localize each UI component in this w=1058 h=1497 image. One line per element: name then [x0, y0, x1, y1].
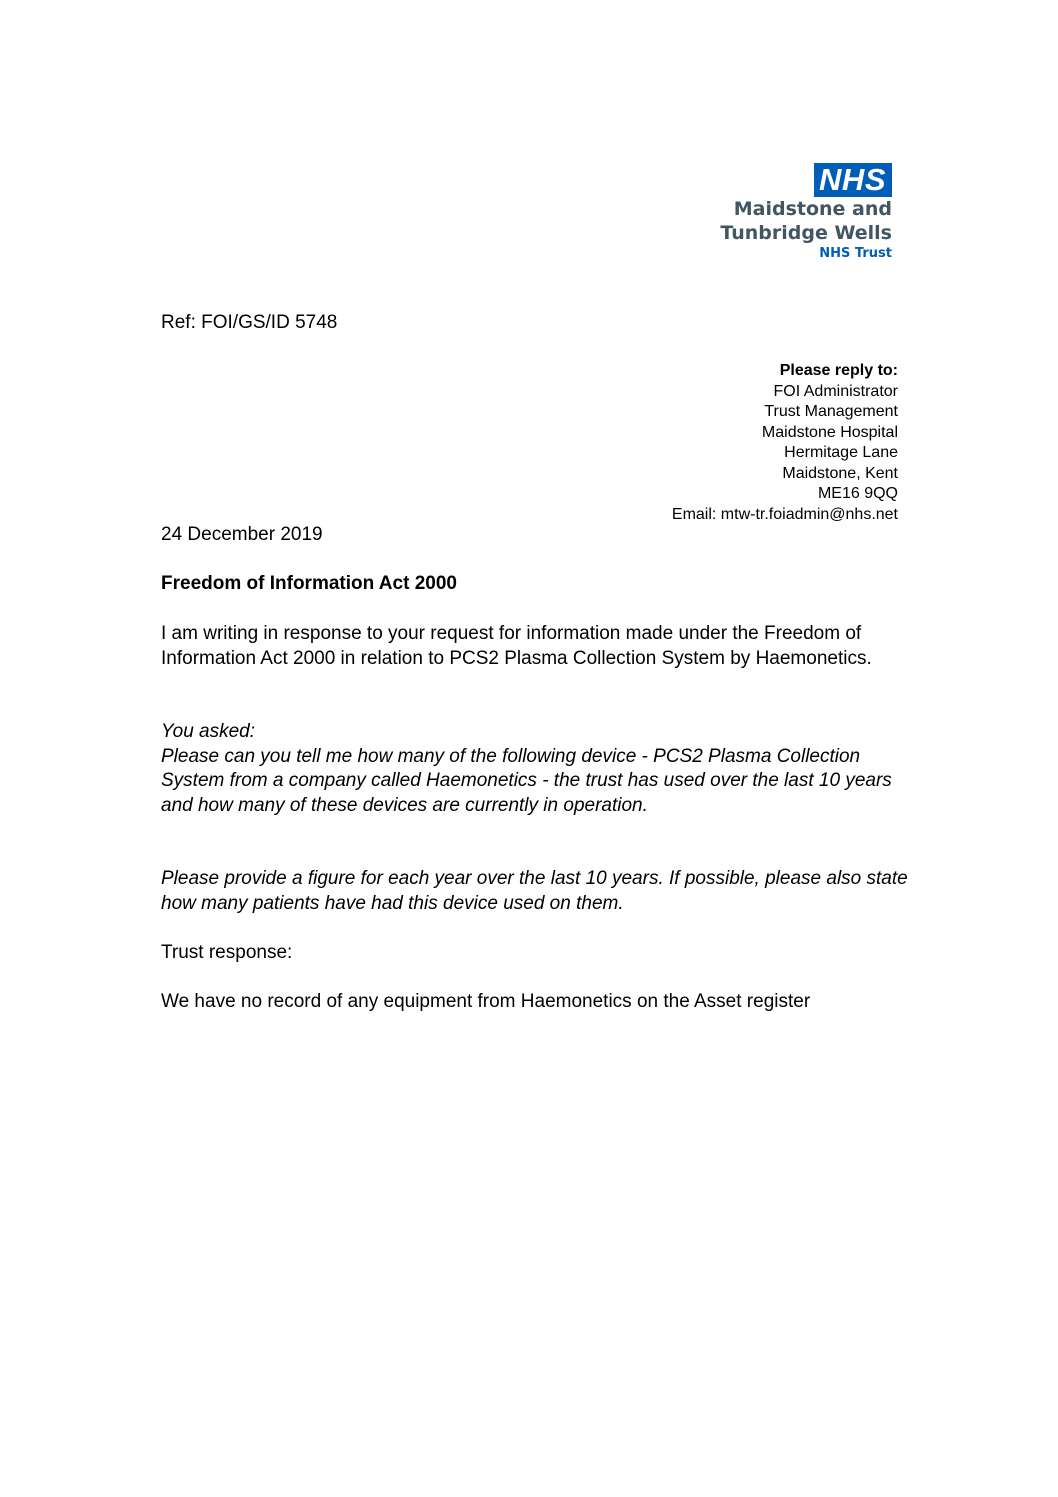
reply-to-line: Maidstone, Kent: [782, 464, 898, 482]
intro-paragraph: I am writing in response to your request for information made under the Freedom of Information Act 2000 in relation to PCS2 Plasma Collection System by Haemonetics.: [161, 623, 872, 669]
reply-to-line: Trust Management: [764, 403, 898, 420]
reference-number: Ref: FOI/GS/ID 5748: [161, 312, 338, 333]
trust-response-heading: Trust response:: [161, 942, 293, 963]
reply-to-line: Hermitage Lane: [784, 444, 898, 461]
provide-paragraph: Please provide a figure for each year over the last 10 years. If possible, please also state how many patients have had this device used on them.: [161, 868, 908, 914]
asked-heading: You asked:: [161, 721, 256, 742]
reply-to-line: FOI Administrator: [773, 382, 898, 400]
trust-response-text: We have no record of any equipment from Haemonetics on the Asset register: [161, 991, 811, 1012]
reply-to-address: [672, 361, 898, 525]
reply-to-heading: Please reply to:: [779, 362, 898, 379]
reply-to-line: Maidstone Hospital: [761, 423, 898, 441]
request-section: [161, 720, 921, 818]
letter-date: 24 December 2019: [161, 524, 323, 545]
nhs-trust-logo: [692, 163, 892, 263]
org-name-line2: Tunbridge Wells: [720, 222, 892, 244]
act-title: Freedom of Information Act 2000: [161, 573, 457, 594]
asked-text: Please can you tell me how many of the following device - PCS2 Plasma Collection System from a company called Haemonetics - the trust has used over the last 10 years and how many of these devices are currently in operation.: [161, 745, 892, 816]
reply-to-email: Email: mtw-tr.foiadmin@nhs.net: [671, 505, 898, 523]
org-name-line1: Maidstone and: [733, 198, 892, 220]
nhs-badge: NHS: [814, 163, 892, 197]
org-name-trust: NHS Trust: [819, 246, 892, 261]
reply-to-line: ME16 9QQ: [817, 485, 898, 502]
